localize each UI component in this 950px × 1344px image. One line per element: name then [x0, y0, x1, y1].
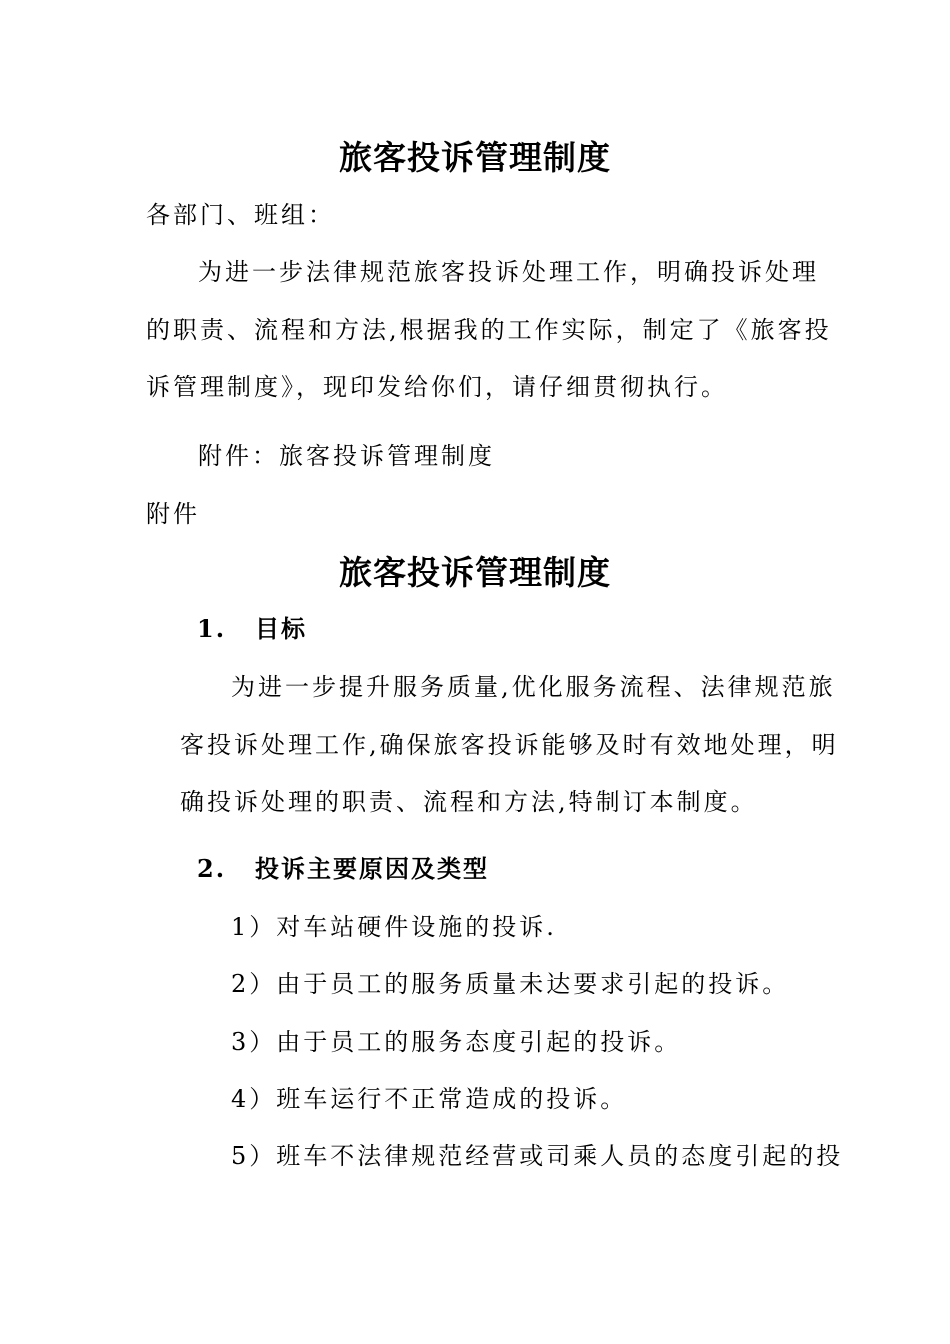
attachment-label: 附件 [146, 500, 200, 528]
section-heading-goal [197, 613, 307, 645]
notice-title: 旅客投诉管理制度 [339, 138, 611, 177]
notice-body-line: 为进一步法律规范旅客投诉处理工作，明确投诉处理 [198, 258, 819, 286]
section-title: 目标 [255, 615, 307, 643]
list-item: 5）班车不法律规范经营或司乘人员的态度引起的投 [231, 1142, 844, 1170]
section-body-line: 为进一步提升服务质量,优化服务流程、法律规范旅 [231, 673, 836, 701]
attachment-note: 附件：旅客投诉管理制度 [198, 442, 495, 470]
attachment-title: 旅客投诉管理制度 [339, 553, 611, 592]
notice-body-line: 诉管理制度》，现印发给你们，请仔细贯彻执行。 [146, 373, 728, 401]
section-body-line: 客投诉处理工作,确保旅客投诉能够及时有效地处理，明 [180, 731, 839, 759]
notice-body-line: 的职责、流程和方法,根据我的工作实际，制定了《旅客投 [146, 316, 832, 344]
section-title: 投诉主要原因及类型 [255, 855, 489, 883]
salutation: 各部门、班组： [146, 201, 335, 229]
list-item: 2）由于员工的服务质量未达要求引起的投诉。 [231, 970, 790, 998]
section-number: 1. [197, 614, 227, 643]
section-heading-causes [197, 853, 489, 885]
list-item: 1）对车站硬件设施的投诉. [231, 913, 557, 941]
section-body-line: 确投诉处理的职责、流程和方法,特制订本制度。 [180, 788, 758, 816]
list-item: 4）班车运行不正常造成的投诉。 [231, 1085, 628, 1113]
section-number: 2. [197, 854, 227, 883]
list-item: 3）由于员工的服务态度引起的投诉。 [231, 1028, 682, 1056]
